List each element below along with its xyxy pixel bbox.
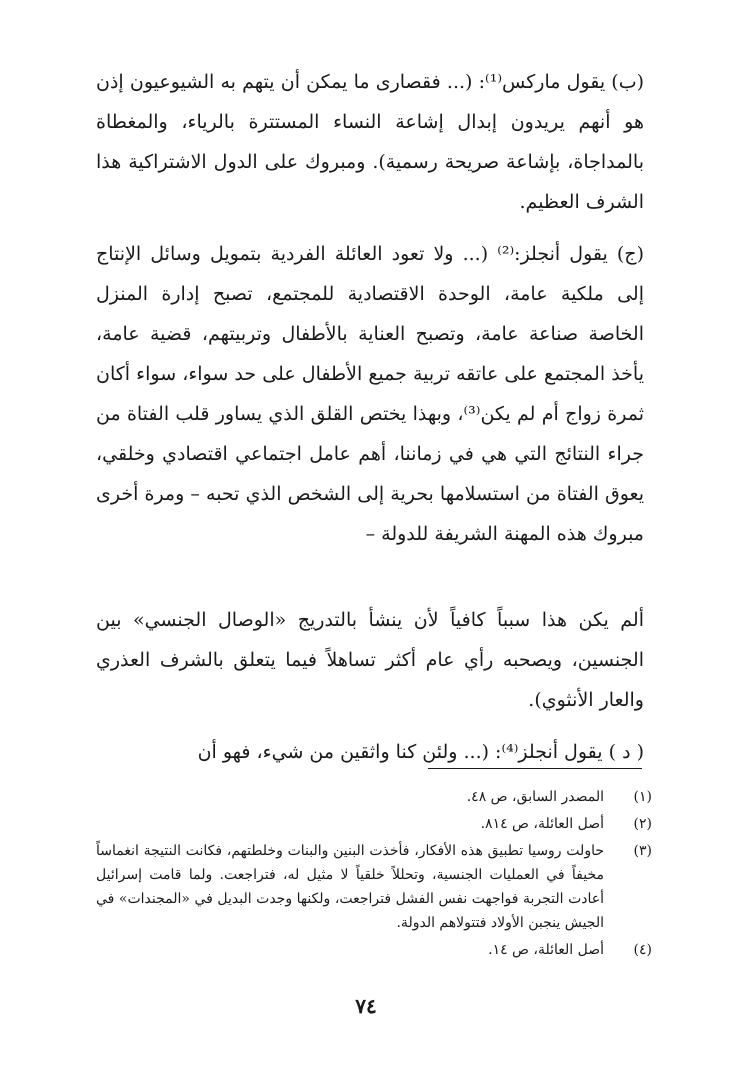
footnote-number: (٤) [633,942,652,958]
paragraph-engels-quote: (ج) يقول أنجلز:⁽²⁾ (... ولا تعود العائلة الفردية بتمويل وسائل الإنتاج إلى ملكية عامة، الوحدة الاقتصادية للمجتمع، تصبح إدارة المنزل الخاصة صناعة عامة، وتصبح العناية بالأطفال وتربيتهم، قضية عامة، يأخذ المجتمع على عاتقه تربية جميع الأطفال على حد سواء، سواء أكان ثمرة زواج أم لم يكن⁽³⁾، وبهذا يختص القلق الذي يساور قلب الفتاة من جراء النتائج التي هي في زماننا، أهم عامل اجتماعي اقتصادي وخلقي، يعوق الفتاة من استسلامها بحرية إلى الشخص الذي تحبه – ومرة أخرى مبروك هذه المهنة الشريفة للدولة – [96,243,644,545]
footnote-text: أصل العائلة، ص ٨١٤. [480,816,604,832]
footnote [96,839,652,935]
footnote [96,938,652,962]
main-text [96,62,644,784]
footnote-separator [428,768,642,769]
footnote [96,812,652,836]
footnote-number: (٢) [633,816,652,832]
footnotes [96,785,652,965]
footnote-number: (٣) [633,843,652,859]
paragraph-engels-second-quote: ( د ) يقول أنجلز⁽⁴⁾: (... ولئن كنا واثقين من شيء، فهو أن [197,741,644,763]
footnote-text: حاولت روسيا تطبيق هذه الأفكار، فأخذت البنين والبنات وخلطتهم، فكانت النتيجة انغماساً مخيفاً في العمليات الجنسية، وتحللاً خلقياً لا مثيل له، فتراجعت. ولما قامت إسرائيل أعادت التجربة فواجهت نفس الفشل فتراجعت، ولكنها وجدت البديل في «المجندات» في الجيش ينجبن الأولاد فتتولاهم الدولة. [96,843,604,931]
footnote-number: (١) [633,789,652,805]
page-number: ٧٤ [355,994,377,1018]
footnote [96,785,652,809]
footnote-text: المصدر السابق، ص ٤٨. [466,789,604,805]
paragraph-marx-quote: (ب) يقول ماركس⁽¹⁾: (... فقصارى ما يمكن أن يتهم به الشيوعيون إذن هو أنهم يريدون إبدال إشاعة النساء المستترة بالرياء، والمغطاة بالمداجاة، بإشاعة صريحة رسمية). ومبروك على الدول الاشتراكية هذا الشرف العظيم. [96,71,645,213]
footnote-text: أصل العائلة، ص ١٤. [488,942,604,958]
paragraph-sexual-union: ألم يكن هذا سبباً كافياً لأن ينشأ بالتدريج «الوصال الجنسي» بين الجنسين، ويصحبه رأي عام أكثر تساهلاً فيما يتعلق بالشرف العذري والعار الأنثوي). [96,609,644,711]
